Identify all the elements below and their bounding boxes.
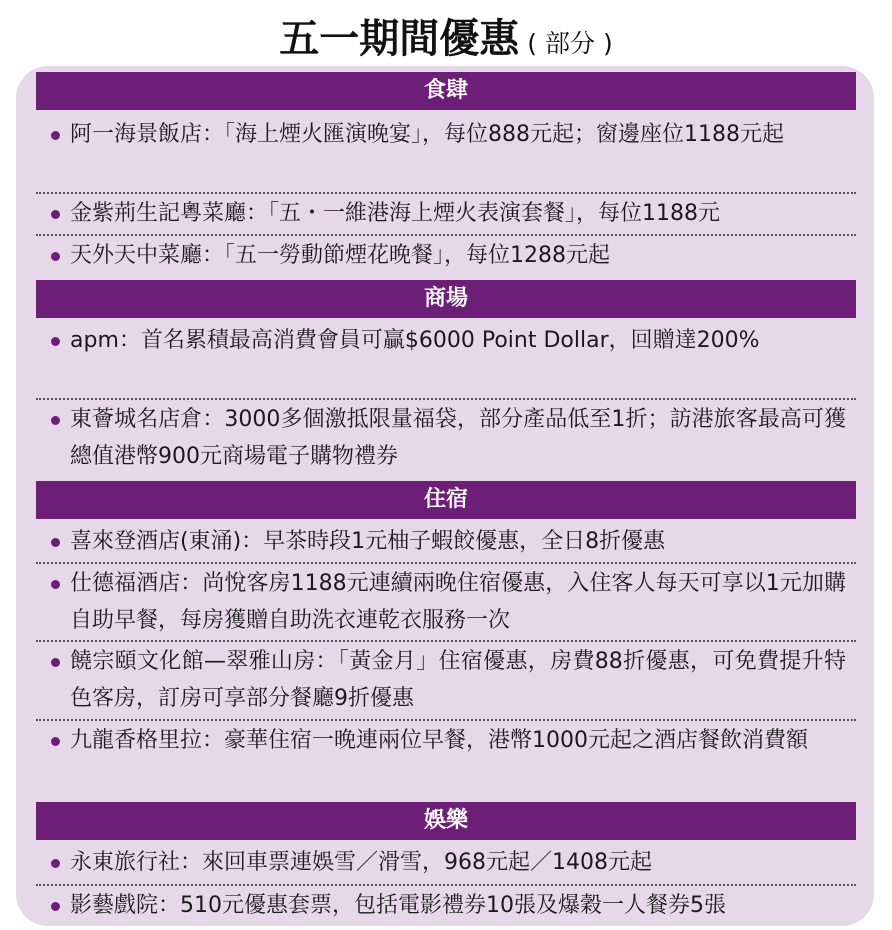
- bullet-icon: [51, 210, 60, 219]
- bullet-icon: [51, 252, 60, 261]
- bullet-icon: [51, 658, 60, 667]
- title-main: 五一期間優惠: [279, 16, 520, 62]
- bullet-icon: [51, 737, 60, 746]
- list-item: apm：首名累積最高消費會員可贏$6000 Point Dollar，回贈達200%: [36, 322, 856, 359]
- dotted-divider: [36, 719, 856, 721]
- list-item: 仕德福酒店：尚悅客房1188元連續兩晚住宿優惠，入住客人每天可享以1元加購自助早餐，每房獲贈自助洗衣連乾衣服務一次: [36, 565, 856, 639]
- list-item: 九龍香格里拉：豪華住宿一晚連兩位早餐，港幣1000元起之酒店餐飲消費額: [36, 722, 856, 759]
- bullet-icon: [51, 859, 60, 868]
- bullet-icon: [51, 337, 60, 346]
- bullet-icon: [51, 416, 60, 425]
- page-title: [0, 12, 892, 66]
- bullet-icon: [51, 902, 60, 911]
- dotted-divider: [36, 884, 856, 886]
- bullet-icon: [51, 538, 60, 547]
- section-header-malls: 商場: [36, 280, 856, 318]
- dotted-divider: [36, 192, 856, 194]
- list-item: 金紫荊生記粵菜廳：「五・一維港海上煙火表演套餐」，每位1188元: [36, 195, 856, 232]
- list-item: 影藝戲院：510元優惠套票，包括電影禮券10張及爆穀一人餐券5張: [36, 887, 856, 924]
- bullet-icon: [51, 580, 60, 589]
- title-sub: ( 部分 ): [527, 29, 613, 58]
- section-header-dining: 食肆: [36, 72, 856, 110]
- list-item: 永東旅行社：來回車票連娛雪／滑雪，968元起／1408元起: [36, 844, 856, 881]
- dotted-divider: [36, 234, 856, 236]
- list-item: 饒宗頤文化館—翠雅山房：「黃金月」住宿優惠，房費88折優惠，可免費提升特色客房，訂房可享部分餐廳9折優惠: [36, 643, 856, 717]
- list-item: 阿一海景飯店：「海上煙火匯演晚宴」，每位888元起；窗邊座位1188元起: [36, 116, 856, 153]
- bullet-icon: [51, 131, 60, 140]
- list-item: 東薈城名店倉：3000多個激抵限量福袋，部分產品低至1折；訪港旅客最高可獲總值港幣900元商場電子購物禮券: [36, 401, 856, 475]
- list-item: 天外天中菜廳：「五一勞動節煙花晚餐」，每位1288元起: [36, 237, 856, 274]
- dotted-divider: [36, 562, 856, 564]
- section-header-lodging: 住宿: [36, 481, 856, 519]
- dotted-divider: [36, 640, 856, 642]
- section-header-entertainment: 娛樂: [36, 802, 856, 840]
- dotted-divider: [36, 398, 856, 400]
- list-item: 喜來登酒店(東涌)：早茶時段1元柚子蝦餃優惠，全日8折優惠: [36, 523, 856, 560]
